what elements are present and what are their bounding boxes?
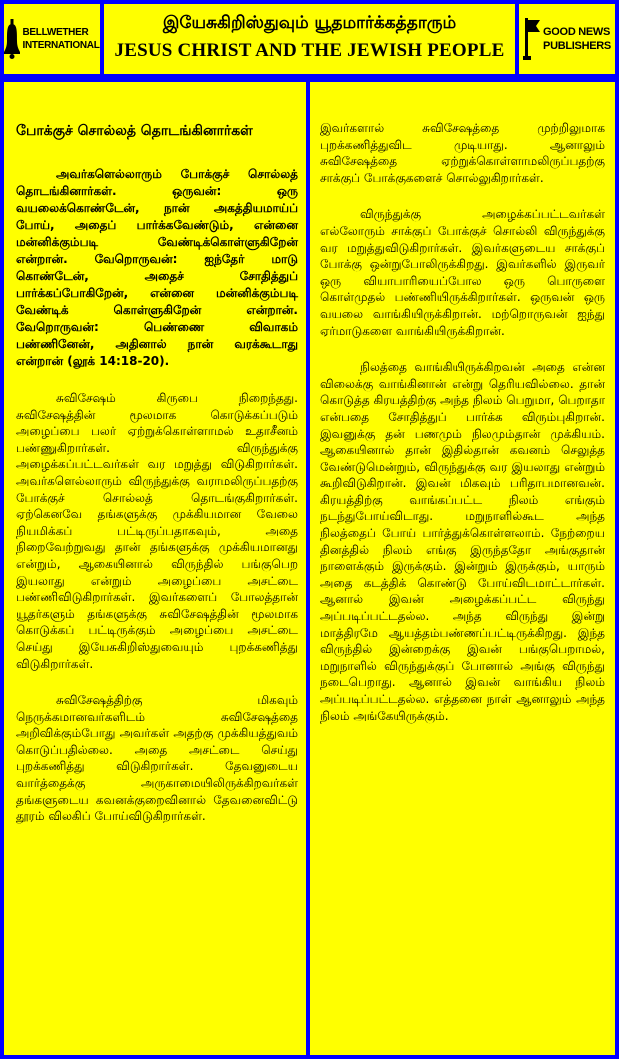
flag-icon (523, 18, 541, 60)
paragraph: சுவிசேஷத்திற்கு மிகவும் நெருக்கமானவர்களிடம் சுவிசேஷத்தை அறிவிக்கும்போது அவர்கள் அதற்கு முக்கியத்துவம் கொடுப்பதில்லை. அதை அசட்டை செய்து புறக்கணித்து விடுகிறார்கள். தேவனுடைய வார்த்தைக்கு அருகாமையிலிருக்கிறவர்கள் தங்களுடைய கவனக்குறைவினால் தேவனைவிட்டு தூரம் விலகிப் போய்விடுகிறார்கள். (16, 693, 298, 824)
bellwether-line1: BELLWETHER (22, 27, 89, 38)
bellwether-line2: INTERNATIONAL (22, 40, 100, 51)
good-news-line2: PUBLISHERS (543, 40, 611, 52)
left-column (4, 82, 306, 1055)
title-box (104, 4, 515, 74)
title-tamil: இயேசுகிறிஸ்துவும் யூதமார்க்கத்தாரும் (162, 13, 457, 33)
right-column (310, 82, 615, 1055)
section-heading: போக்குச் சொல்லத் தொடங்கினார்கள் (16, 123, 253, 139)
bell-icon (4, 19, 20, 59)
title-english: JESUS CHRIST AND THE JEWISH PEOPLE (114, 40, 505, 61)
paragraph: நிலத்தை வாங்கியிருக்கிறவன் அதை என்ன விலைக்கு வாங்கினான் என்று தெரியவில்லை. தான் கொடுத்த கிரயத்திற்கு அந்த நிலம் பெறுமா, பெறாதா என்பதை சோதித்துப் பார்க்க விரும்புகிறான். இவனுக்கு தன் பணமும் நிலமும்தான் முக்கியம். ஆகையினால் தான் இதில்தான் கவனம் செலுத்த வேண்டுமென்றும், விருந்துக்கு வர இயலாது என்றும் கூறிவிடுகிறான். இவன் மிகவும் பரிதாபமானவன். கிரயத்திற்கு வாங்கப்பட்ட நிலம் எங்கும் நடந்துபோய்விடாது. மறுநாளில்கூட அந்த நிலத்தைப் போய் பார்த்துக்கொள்ளலாம். நேற்றைய தினத்தில் நிலம் எங்கு இருந்ததோ அங்குதான் நாளைக்கும் இருக்கும். இன்றும் இருக்கும், யாரும் அதை கடத்திக் கொண்டு போய்விடமாட்டார்கள். ஆனால் இவன் அழைக்கப்பட்ட விருந்து அப்படிப்பட்டதல்ல. அந்த விருந்து இன்று மாத்திரமே ஆயத்தம்பண்ணப்பட்டிருக்கிறது. இந்த விருந்தில் இன்றைக்கு இவன் பங்குபெறாமல், மறுநாளில் விருந்துக்குப் போனால் அங்கு விருந்து நடைபெறாது. ஆனால் இவன் வாங்கிய நிலம் அப்படிப்பட்டதல்ல. எத்தனை நாள் ஆனாலும் அந்த நிலம் அங்கேயிருக்கும். (320, 360, 605, 723)
header-bar (0, 0, 619, 78)
good-news-line1: GOOD NEWS (543, 26, 611, 38)
scripture-paragraph: அவர்களெல்லாரும் போக்குச் சொல்லத் தொடங்கினார்கள். ஒருவன்: ஒரு வயலைக்கொண்டேன், நான் அகத்தியமாய்ப் போய், அதைப் பார்க்கவேண்டும், என்னை மன்னிக்கும்படி வேண்டிக்கொள்ளுகிறேன் என்றான். வேறொருவன்: ஐந்தேர் மாடு கொண்டேன், அதைச் சோதித்துப் பார்க்கப்போகிறேன், என்னை மன்னிக்கும்படி வேண்டிக் கொள்ளுகிறேன் என்றான். வேறொருவன்: பெண்ணை விவாகம் பண்ணினேன், அதினால் நான் வரக்கூடாது என்றான் (லூக் 14:18-20). (16, 167, 298, 368)
paragraph: சுவிசேஷம் கிருபை நிறைந்தது. சுவிசேஷத்தின் மூலமாக கொடுக்கப்படும் அழைப்பை பலர் ஏற்றுக்கொள்ளாமல் உதாசீனம் பண்ணுகிறார்கள். விருந்துக்கு அழைக்கப்பட்டவர்கள் வர மறுத்து விடுகிறார்கள். அவர்களெல்லாரும் விருந்துக்கு வராமலிருப்பதற்கு போக்குச் சொல்லத் தொடங்குகிறார்கள். ஏற்கெனவே தங்களுக்கு முக்கியமான வேலை நியமிக்கப் பட்டிருப்பதாகவும், அதை நிறைவேற்றுவது தான் தங்களுக்கு முக்கியமானது என்றும், ஆகையினால் விருந்தில் பங்குபெற இயலாது என்றும் அழைப்பை அசட்டை பண்ணிவிடுகிறார்கள். இவர்களைப் போலத்தான் யூதர்களும் தங்களுக்கு சுவிசேஷத்தின் மூலமாக கொடுக்கப் பட்டிருக்கும் அழைப்பை அசட்டை செய்து இயேசுகிறிஸ்துவையும் புறக்கணித்து விடுகிறார்கள். (16, 391, 298, 671)
paragraph: விருந்துக்கு அழைக்கப்பட்டவர்கள் எல்லோரும் சாக்குப் போக்குச் சொல்லி விருந்துக்கு வர மறுத்துவிடுகிறார்கள். இவர்களுடைய சாக்குப் போக்கு ஒன்றுபோலிருக்கிறது. இவர்களில் இருவர் ஒரு வியாபாரியைப்போல ஒரு பொருளை கொள்முதல் பண்ணியிருக்கிறார்கள். ஒருவன் ஒரு வயலை வாங்கியிருக்கிறான். மற்றொருவன் ஐந்து ஏர்மாடுகளை வாங்கியிருக்கிறான். (320, 207, 605, 338)
bellwether-logo (4, 4, 100, 74)
paragraph: இவர்களால் சுவிசேஷத்தை முற்றிலுமாக புறக்கணித்துவிட முடியாது. ஆனாலும் சுவிசேஷத்தை ஏற்றுக்கொள்ளாமலிருப்பதற்கு சாக்குப் போக்குகளைச் சொல்லுகிறார்கள். (320, 121, 605, 185)
good-news-logo (519, 4, 615, 74)
